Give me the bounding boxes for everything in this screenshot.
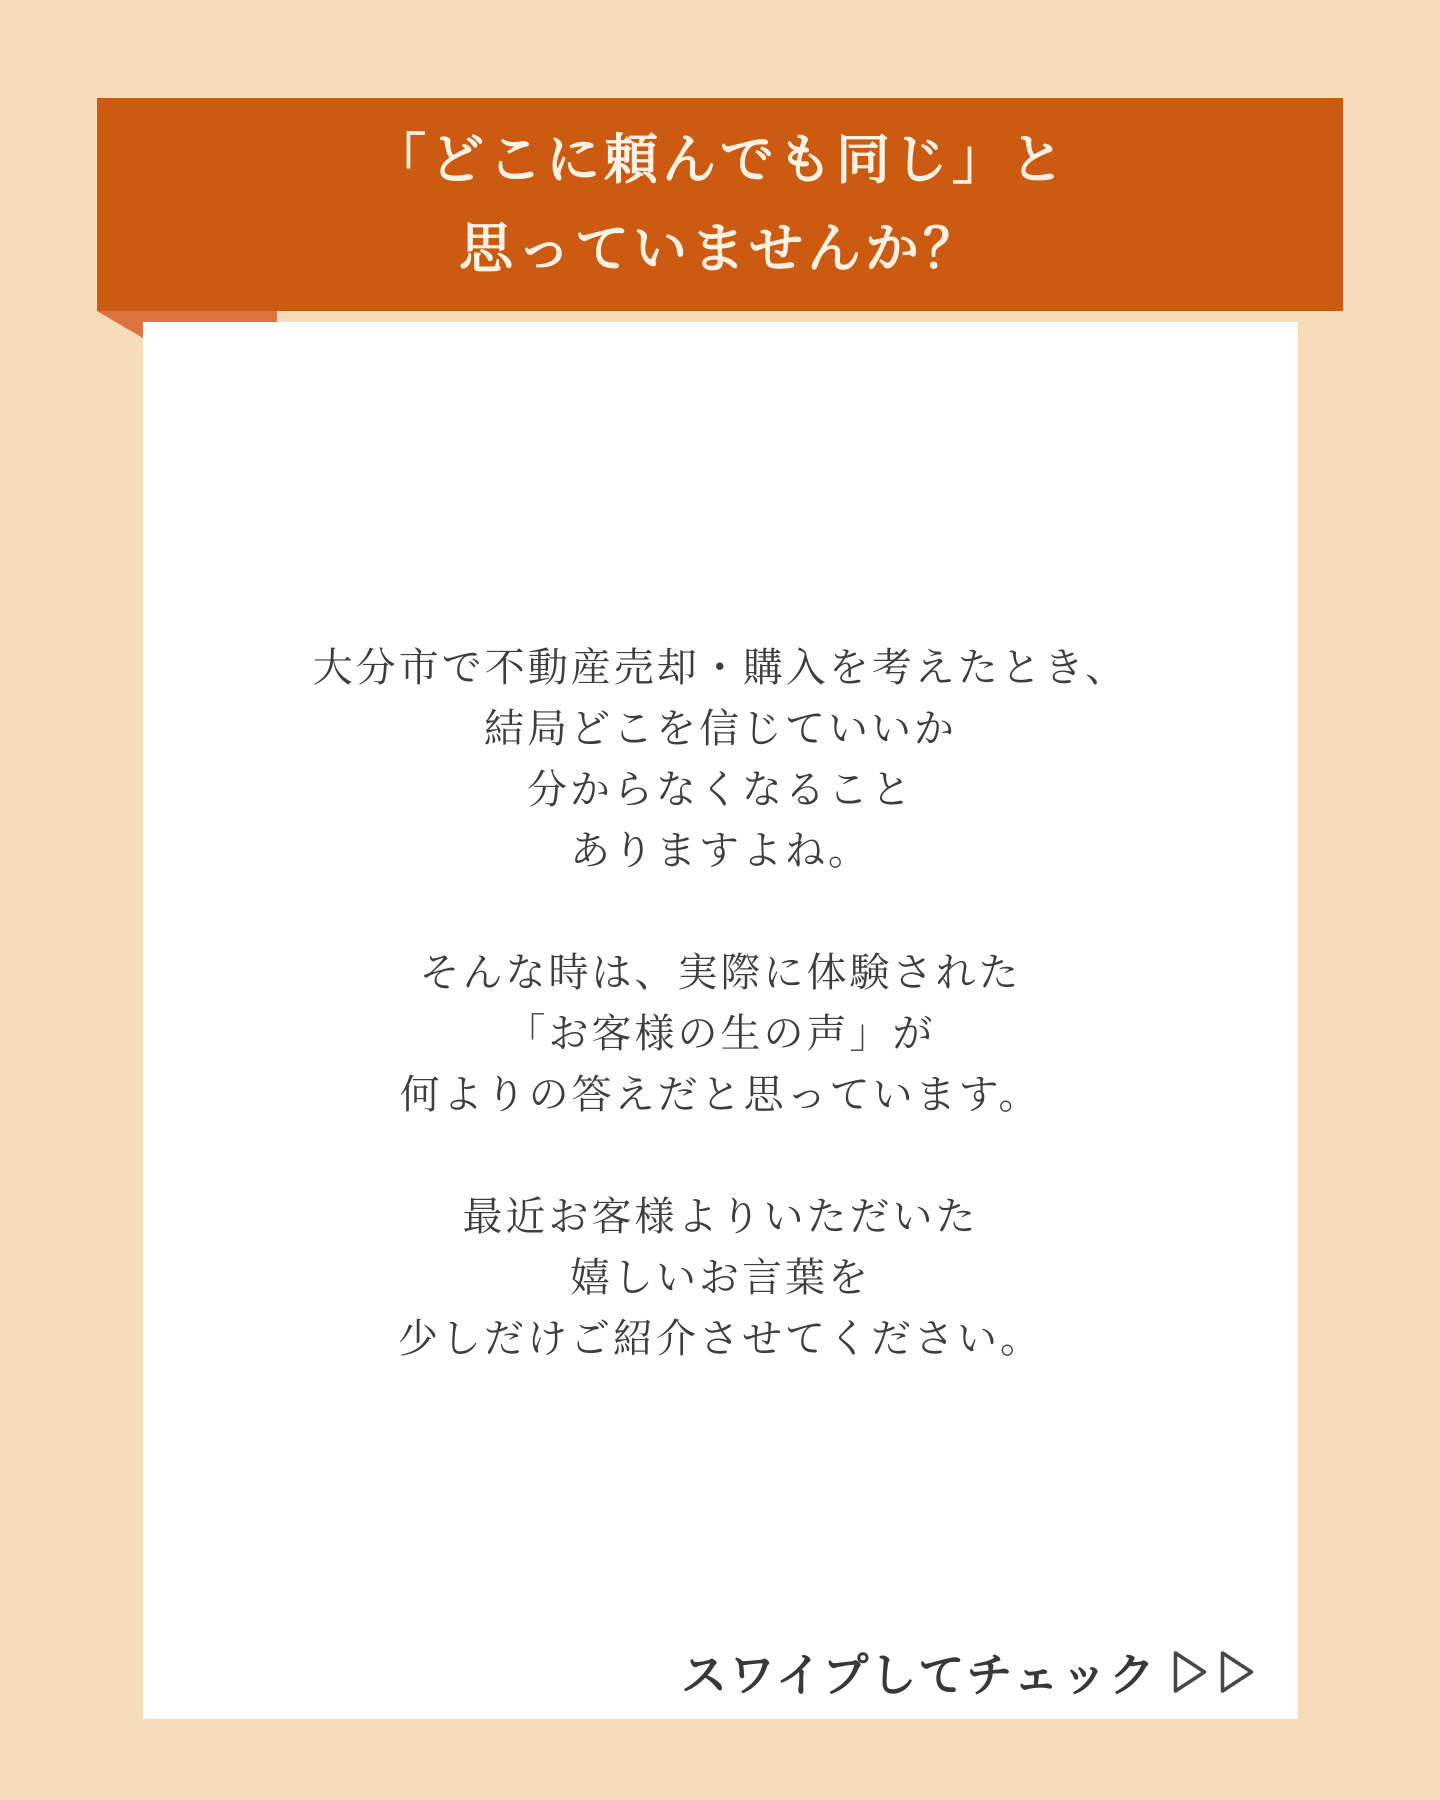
text-line: 少しだけご紹介させてください。 bbox=[398, 1317, 1043, 1361]
text-line: 何よりの答えだと思っています。 bbox=[399, 1073, 1042, 1117]
right-triangle-icon bbox=[1220, 1650, 1254, 1694]
text-line: ありますよね。 bbox=[570, 829, 871, 873]
double-right-triangle-icon bbox=[1173, 1650, 1254, 1694]
text-line: 嬉しいお言葉を bbox=[570, 1256, 871, 1300]
header-banner bbox=[97, 98, 1343, 311]
body-text bbox=[143, 322, 1298, 1370]
right-triangle-icon bbox=[1173, 1650, 1207, 1694]
content-card bbox=[143, 322, 1298, 1719]
text-line: そんな時は、実際に体験された bbox=[419, 951, 1022, 995]
title-line-1: 「どこに頼んでも同じ」と bbox=[372, 129, 1068, 190]
text-line: 分からなくなること bbox=[527, 768, 914, 812]
text-line: 「お客様の生の声」が bbox=[505, 1012, 936, 1056]
swipe-hint[interactable] bbox=[681, 1639, 1254, 1705]
text-line: 大分市で不動産売却・購入を考えたとき、 bbox=[312, 646, 1129, 690]
swipe-hint-label: スワイプしてチェック bbox=[681, 1649, 1157, 1701]
paragraph-3 bbox=[143, 1187, 1298, 1370]
text-line: 結局どこを信じていいか bbox=[484, 707, 957, 751]
text-line: 最近お客様よりいただいた bbox=[462, 1195, 979, 1239]
paragraph-1 bbox=[143, 638, 1298, 882]
paragraph-2 bbox=[143, 943, 1298, 1126]
title-line-2: 思っていませんか？ bbox=[459, 218, 981, 279]
page-title bbox=[372, 116, 1068, 294]
